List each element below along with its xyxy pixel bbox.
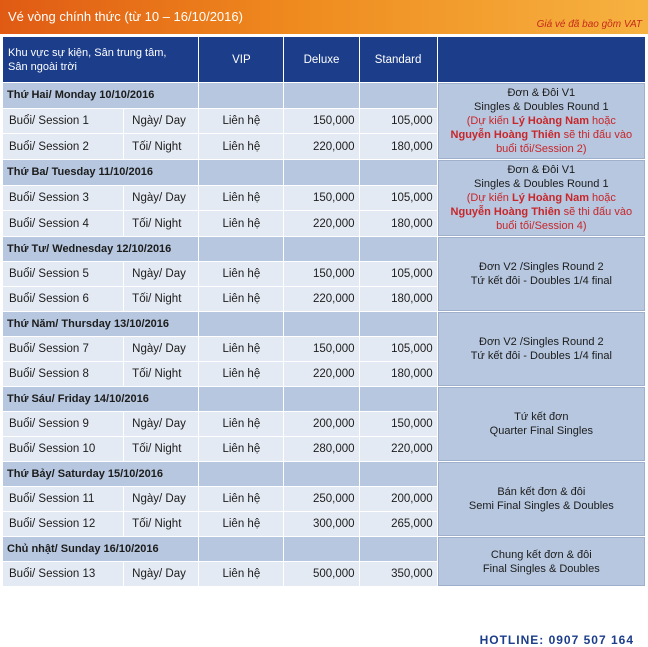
session-name: Buổi/ Session 9 [3,412,123,436]
deluxe-price: 150,000 [284,337,358,361]
round-line2: Tứ kết đôi - Doubles 1/4 final [470,350,612,362]
session-time: Tối/ Night [124,362,198,386]
round-line1: Tứ kết đơn [514,411,569,423]
session-name: Buổi/ Session 1 [3,109,123,134]
day-label: Thứ Tư/ Wednesday 12/10/2016 [3,237,198,261]
day-label: Thứ Hai/ Monday 10/10/2016 [3,83,198,108]
vip-price: Liên hệ [199,262,283,286]
session-name: Buổi/ Session 4 [3,211,123,236]
vip-price: Liên hệ [199,134,283,159]
deluxe-price: 300,000 [284,512,358,536]
session-time: Tối/ Night [124,512,198,536]
vip-price: Liên hệ [199,512,283,536]
round-line1: Đơn V2 /Singles Round 2 [479,336,604,348]
round-line1: Đơn & Đôi V1 [507,164,576,176]
deluxe-price: 220,000 [284,287,358,311]
session-time: Ngày/ Day [124,262,198,286]
deluxe-price: 500,000 [284,562,358,586]
day-label: Thứ Sáu/ Friday 14/10/2016 [3,387,198,411]
session-name: Buổi/ Session 7 [3,337,123,361]
standard-price: 180,000 [360,211,437,236]
session-name: Buổi/ Session 6 [3,287,123,311]
deluxe-price: 150,000 [284,109,358,134]
round-info [438,387,645,461]
session-time: Tối/ Night [124,134,198,159]
round-line1: Đơn & Đôi V1 [507,87,576,99]
vip-price: Liên hệ [199,412,283,436]
deluxe-price: 220,000 [284,134,358,159]
session-time: Tối/ Night [124,211,198,236]
round-line2: Tứ kết đôi - Doubles 1/4 final [470,275,612,287]
standard-price: 220,000 [360,437,437,461]
session-name: Buổi/ Session 12 [3,512,123,536]
standard-price: 105,000 [360,109,437,134]
vip-price: Liên hệ [199,109,283,134]
session-time: Ngày/ Day [124,337,198,361]
standard-price: 200,000 [360,487,437,511]
vip-price: Liên hệ [199,562,283,586]
day-row [3,462,645,486]
session-name: Buổi/ Session 3 [3,186,123,211]
standard-header: Standard [360,37,437,82]
round-line2: Final Singles & Doubles [482,562,600,575]
vip-price: Liên hệ [199,287,283,311]
location-header-line1: Khu vực sự kiện, Sân trung tâm, [8,46,167,59]
deluxe-price: 150,000 [284,186,358,211]
schedule-table [2,36,646,587]
round-line2: Semi Final Singles & Doubles [468,500,614,512]
standard-price: 180,000 [360,362,437,386]
standard-price: 105,000 [360,186,437,211]
round-info [438,312,645,386]
round-note: (Dự kiến Lý Hoàng Nam hoặc Nguyễn Hoàng Thiên sẽ thi đấu vào buổi tối/Session 2) [450,115,633,155]
day-row [3,387,645,411]
standard-price: 105,000 [360,337,437,361]
location-header-line2: Sân ngoài trời [8,60,77,73]
deluxe-price: 220,000 [284,211,358,236]
standard-price: 265,000 [360,512,437,536]
deluxe-price: 220,000 [284,362,358,386]
round-info [438,83,645,159]
header-banner [0,0,648,34]
session-name: Buổi/ Session 5 [3,262,123,286]
day-row [3,537,645,561]
session-time: Ngày/ Day [124,109,198,134]
day-label: Chủ nhật/ Sunday 16/10/2016 [3,537,198,561]
day-label: Thứ Ba/ Tuesday 11/10/2016 [3,160,198,185]
deluxe-price: 150,000 [284,262,358,286]
day-row [3,83,645,108]
session-time: Ngày/ Day [124,186,198,211]
standard-price: 180,000 [360,287,437,311]
day-row [3,160,645,185]
session-name: Buổi/ Session 10 [3,437,123,461]
round-info [438,537,645,586]
day-label: Thứ Bảy/ Saturday 15/10/2016 [3,462,198,486]
session-time: Ngày/ Day [124,487,198,511]
session-time: Tối/ Night [124,287,198,311]
table-header-row [3,37,645,82]
vip-price: Liên hệ [199,337,283,361]
round-line2: Quarter Final Singles [489,425,593,437]
hotline-text: HOTLINE: 0907 507 164 [479,633,634,647]
round-info [438,237,645,311]
day-label: Thứ Năm/ Thursday 13/10/2016 [3,312,198,336]
round-line1: Chung kết đơn & đôi [490,548,592,561]
session-name: Buổi/ Session 13 [3,562,123,586]
deluxe-price: 200,000 [284,412,358,436]
session-name: Buổi/ Session 2 [3,134,123,159]
standard-price: 350,000 [360,562,437,586]
session-name: Buổi/ Session 11 [3,487,123,511]
round-line2: Singles & Doubles Round 1 [474,101,609,113]
vip-price: Liên hệ [199,186,283,211]
deluxe-price: 280,000 [284,437,358,461]
vip-price: Liên hệ [199,437,283,461]
round-info [438,160,645,236]
standard-price: 180,000 [360,134,437,159]
session-name: Buổi/ Session 8 [3,362,123,386]
standard-price: 105,000 [360,262,437,286]
round-line1: Đơn V2 /Singles Round 2 [479,261,604,273]
round-note: (Dự kiến Lý Hoàng Nam hoặc Nguyễn Hoàng Thiên sẽ thi đấu vào buổi tối/Session 4) [450,192,633,232]
vat-note: Giá vé đã bao gồm VAT [536,19,642,30]
day-row [3,312,645,336]
deluxe-price: 250,000 [284,487,358,511]
banner-title: Vé vòng chính thức (từ 10 – 16/10/2016) [8,9,243,24]
session-time: Tối/ Night [124,437,198,461]
vip-price: Liên hệ [199,211,283,236]
session-time: Ngày/ Day [124,412,198,436]
day-row [3,237,645,261]
standard-price: 150,000 [360,412,437,436]
session-time: Ngày/ Day [124,562,198,586]
round-line2: Singles & Doubles Round 1 [474,178,609,190]
round-header [438,37,645,82]
round-info [438,462,645,536]
location-header [3,37,198,82]
deluxe-header: Deluxe [284,37,358,82]
vip-price: Liên hệ [199,487,283,511]
round-line1: Bán kết đơn & đôi [497,486,586,498]
vip-header: VIP [199,37,283,82]
vip-price: Liên hệ [199,362,283,386]
